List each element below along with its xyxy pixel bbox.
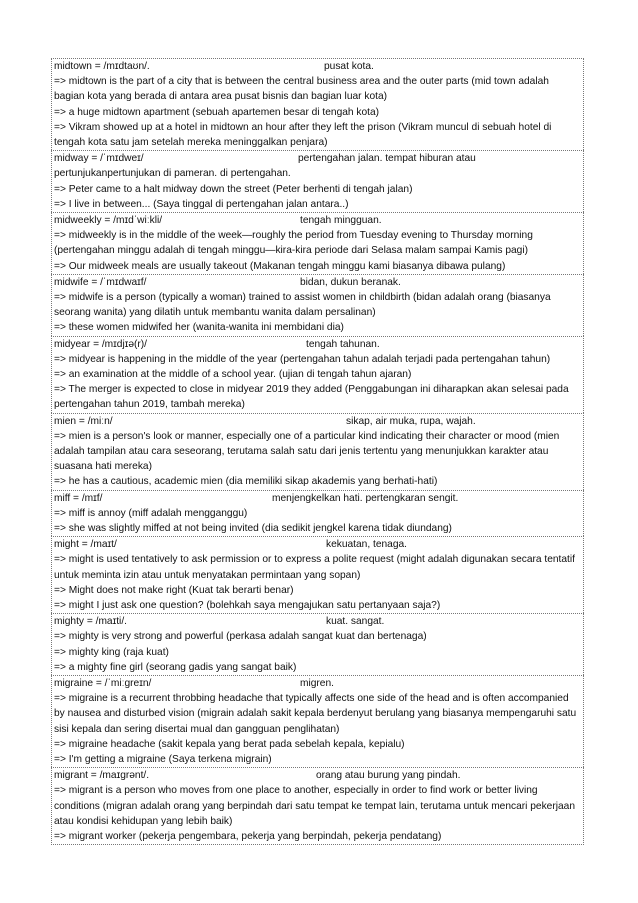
- entry-line: => migrant is a person who moves from one place to another, especially in order to find work or better living conditions (migran adalah orang yang berpindah dari satu tempat ke tempat lain, terutama untuk mencari pekerjaan atau kondisi kehidupan yang lebih baik): [54, 785, 576, 827]
- entry-line: => I'm getting a migraine (Saya terkena migrain): [54, 754, 272, 765]
- entry-line: => migrant worker (pekerja pengembara, pekerja yang berpindah, pekerja pendatang): [54, 831, 442, 842]
- entry-line: => mighty is very strong and powerful (perkasa adalah sangat kuat dan bertenaga): [54, 631, 427, 643]
- entry-line: => The merger is expected to close in midyear 2019 they added (Penggabungan ini diharapkan akan selesai pada pertengahan tahun 2019, tambah mereka): [54, 384, 569, 411]
- entry-might: [51, 536, 584, 613]
- entry-line: => midtown is the part of a city that is between the central business area and the outer parts (mid town adalah bagian kota yang berada di antara area pusat bisnis dan bagian luar kota): [54, 76, 549, 103]
- entry-translation: kekuatan, tenaga.: [326, 539, 407, 551]
- entry-translation: tengah mingguan.: [300, 215, 382, 227]
- entry-migrant: [51, 767, 584, 845]
- entry-translation: menjengkelkan hati. pertengkaran sengit.: [272, 492, 459, 504]
- entry-line: => midweekly is in the middle of the week—roughly the period from Tuesday evening to Thursday morning (pertengahan minggu adalah di tengah minggu—kira-kira periode dari Selasa malam sampai Kamis pagi): [54, 230, 533, 257]
- entry-midwife: [51, 274, 584, 336]
- entry-midyear: [51, 336, 584, 413]
- entry-translation: kuat. sangat.: [326, 616, 385, 628]
- entry-head: [54, 614, 581, 629]
- entry-translation: sikap, air muka, rupa, wajah.: [346, 415, 476, 427]
- entry-head: [54, 275, 581, 290]
- entry-line: => an examination at the middle of a school year. (ujian di tengah tahun ajaran): [54, 369, 412, 380]
- entry-head: [54, 337, 581, 352]
- entry-translation: pertengahan jalan. tempat hiburan atau pertunjukanpertunjukan di pameran. di pertengahan.: [54, 153, 476, 180]
- entry-term: midyear = /mɪdjɪə(r)/: [54, 338, 148, 350]
- entry-head: [54, 768, 581, 783]
- entry-term: miff = /mɪf/: [54, 492, 103, 504]
- entry-migraine: [51, 675, 584, 767]
- entry-head: [54, 59, 581, 74]
- entry-translation: bidan, dukun beranak.: [300, 276, 401, 288]
- entry-term: mighty = /maɪti/.: [54, 616, 127, 628]
- entry-midweekly: [51, 212, 584, 274]
- entry-head: [54, 151, 581, 181]
- entry-line: => migraine headache (sakit kepala yang berat pada sebelah kepala, kepialu): [54, 738, 405, 750]
- entry-term: migrant = /maɪgrənt/.: [54, 770, 150, 782]
- entry-line: => a mighty fine girl (seorang gadis yang sangat baik): [54, 661, 297, 673]
- entry-line: => mighty king (raja kuat): [54, 646, 169, 658]
- entry-head: [54, 676, 581, 691]
- entry-mighty: [51, 613, 584, 675]
- entry-translation: migren.: [300, 678, 334, 689]
- entry-term: midtown = /mɪdtaʊn/.: [54, 61, 150, 72]
- entry-translation: tengah tahunan.: [306, 338, 380, 350]
- entry-line: => Our midweek meals are usually takeout (Makanan tengah minggu kami biasanya dibawa pulang): [54, 260, 506, 272]
- entry-line: => Peter came to a halt midway down the street (Peter berhenti di tengah jalan): [54, 183, 413, 195]
- entry-line: => he has a cautious, academic mien (dia memiliki sikap akademis yang berhati-hati): [54, 476, 438, 488]
- dictionary-page: [51, 58, 584, 845]
- entry-line: => a huge midtown apartment (sebuah apartemen besar di tengah kota): [54, 106, 380, 118]
- entry-term: midway = /ˈmɪdweɪ/: [54, 153, 144, 165]
- entry-midtown: [51, 58, 584, 150]
- entry-mien: [51, 413, 584, 490]
- entry-head: [54, 213, 581, 228]
- entry-line: => I live in between... (Saya tinggal di pertengahan jalan antara..): [54, 198, 349, 210]
- entry-term: migraine = /ˈmiːgreɪn/: [54, 678, 152, 689]
- entry-head: [54, 414, 581, 429]
- entry-line: => might I just ask one question? (bolehkah saya mengajukan satu pertanyaan saja?): [54, 600, 441, 611]
- entry-term: midwife = /ˈmɪdwaɪf/: [54, 276, 147, 288]
- entry-line: => midwife is a person (typically a woman) trained to assist women in childbirth (bidan adalah orang (biasanya seorang wanita) yang dilatih untuk membantu wanita dalam persalinan): [54, 292, 551, 319]
- entry-line: => might is used tentatively to ask permission or to express a polite request (might adalah digunakan secara tentatif untuk meminta izin atau untuk menyatakan permintaan yang sopan): [54, 554, 575, 581]
- entry-line: => mien is a person's look or manner, especially one of a particular kind indicating their character or mood (mien adalah tampilan atau cara seseorang, terutama salah satu dari jenis tertentu yang menunjukkan karakter atau suasana hati mereka): [54, 430, 560, 473]
- entry-head: [54, 537, 581, 552]
- entry-midway: [51, 150, 584, 212]
- entry-translation: orang atau burung yang pindah.: [316, 770, 461, 782]
- entry-line: => these women midwifed her (wanita-wanita ini membidani dia): [54, 322, 344, 334]
- entry-term: midweekly = /mɪdˈwiːkli/: [54, 215, 163, 227]
- entry-term: mien = /miːn/: [54, 415, 113, 427]
- entry-miff: [51, 490, 584, 537]
- entry-line: => Might does not make right (Kuat tak berarti benar): [54, 584, 294, 596]
- entry-translation: pusat kota.: [324, 61, 374, 72]
- entry-line: => miff is annoy (miff adalah mengganggu): [54, 507, 248, 519]
- entry-line: => midyear is happening in the middle of the year (pertengahan tahun adalah terjadi pada pertengahan tahun): [54, 353, 551, 365]
- entry-line: => migraine is a recurrent throbbing headache that typically affects one side of the head and is often accompanied by nausea and disturbed vision (migrain adalah sakit kepala berdenyut berulang yang biasanya mempengaruhi satu sisi kepala dan sering disertai mual dan gangguan penglihatan): [54, 693, 577, 735]
- entry-head: [54, 491, 581, 506]
- entry-line: => she was slightly miffed at not being invited (dia sedikit jengkel karena tidak diundang): [54, 523, 452, 534]
- entry-line: => Vikram showed up at a hotel in midtown an hour after they left the prison (Vikram muncul di sebuah hotel di tengah kota satu jam setelah mereka meninggalkan penjara): [54, 121, 552, 148]
- entry-term: might = /maɪt/: [54, 539, 117, 551]
